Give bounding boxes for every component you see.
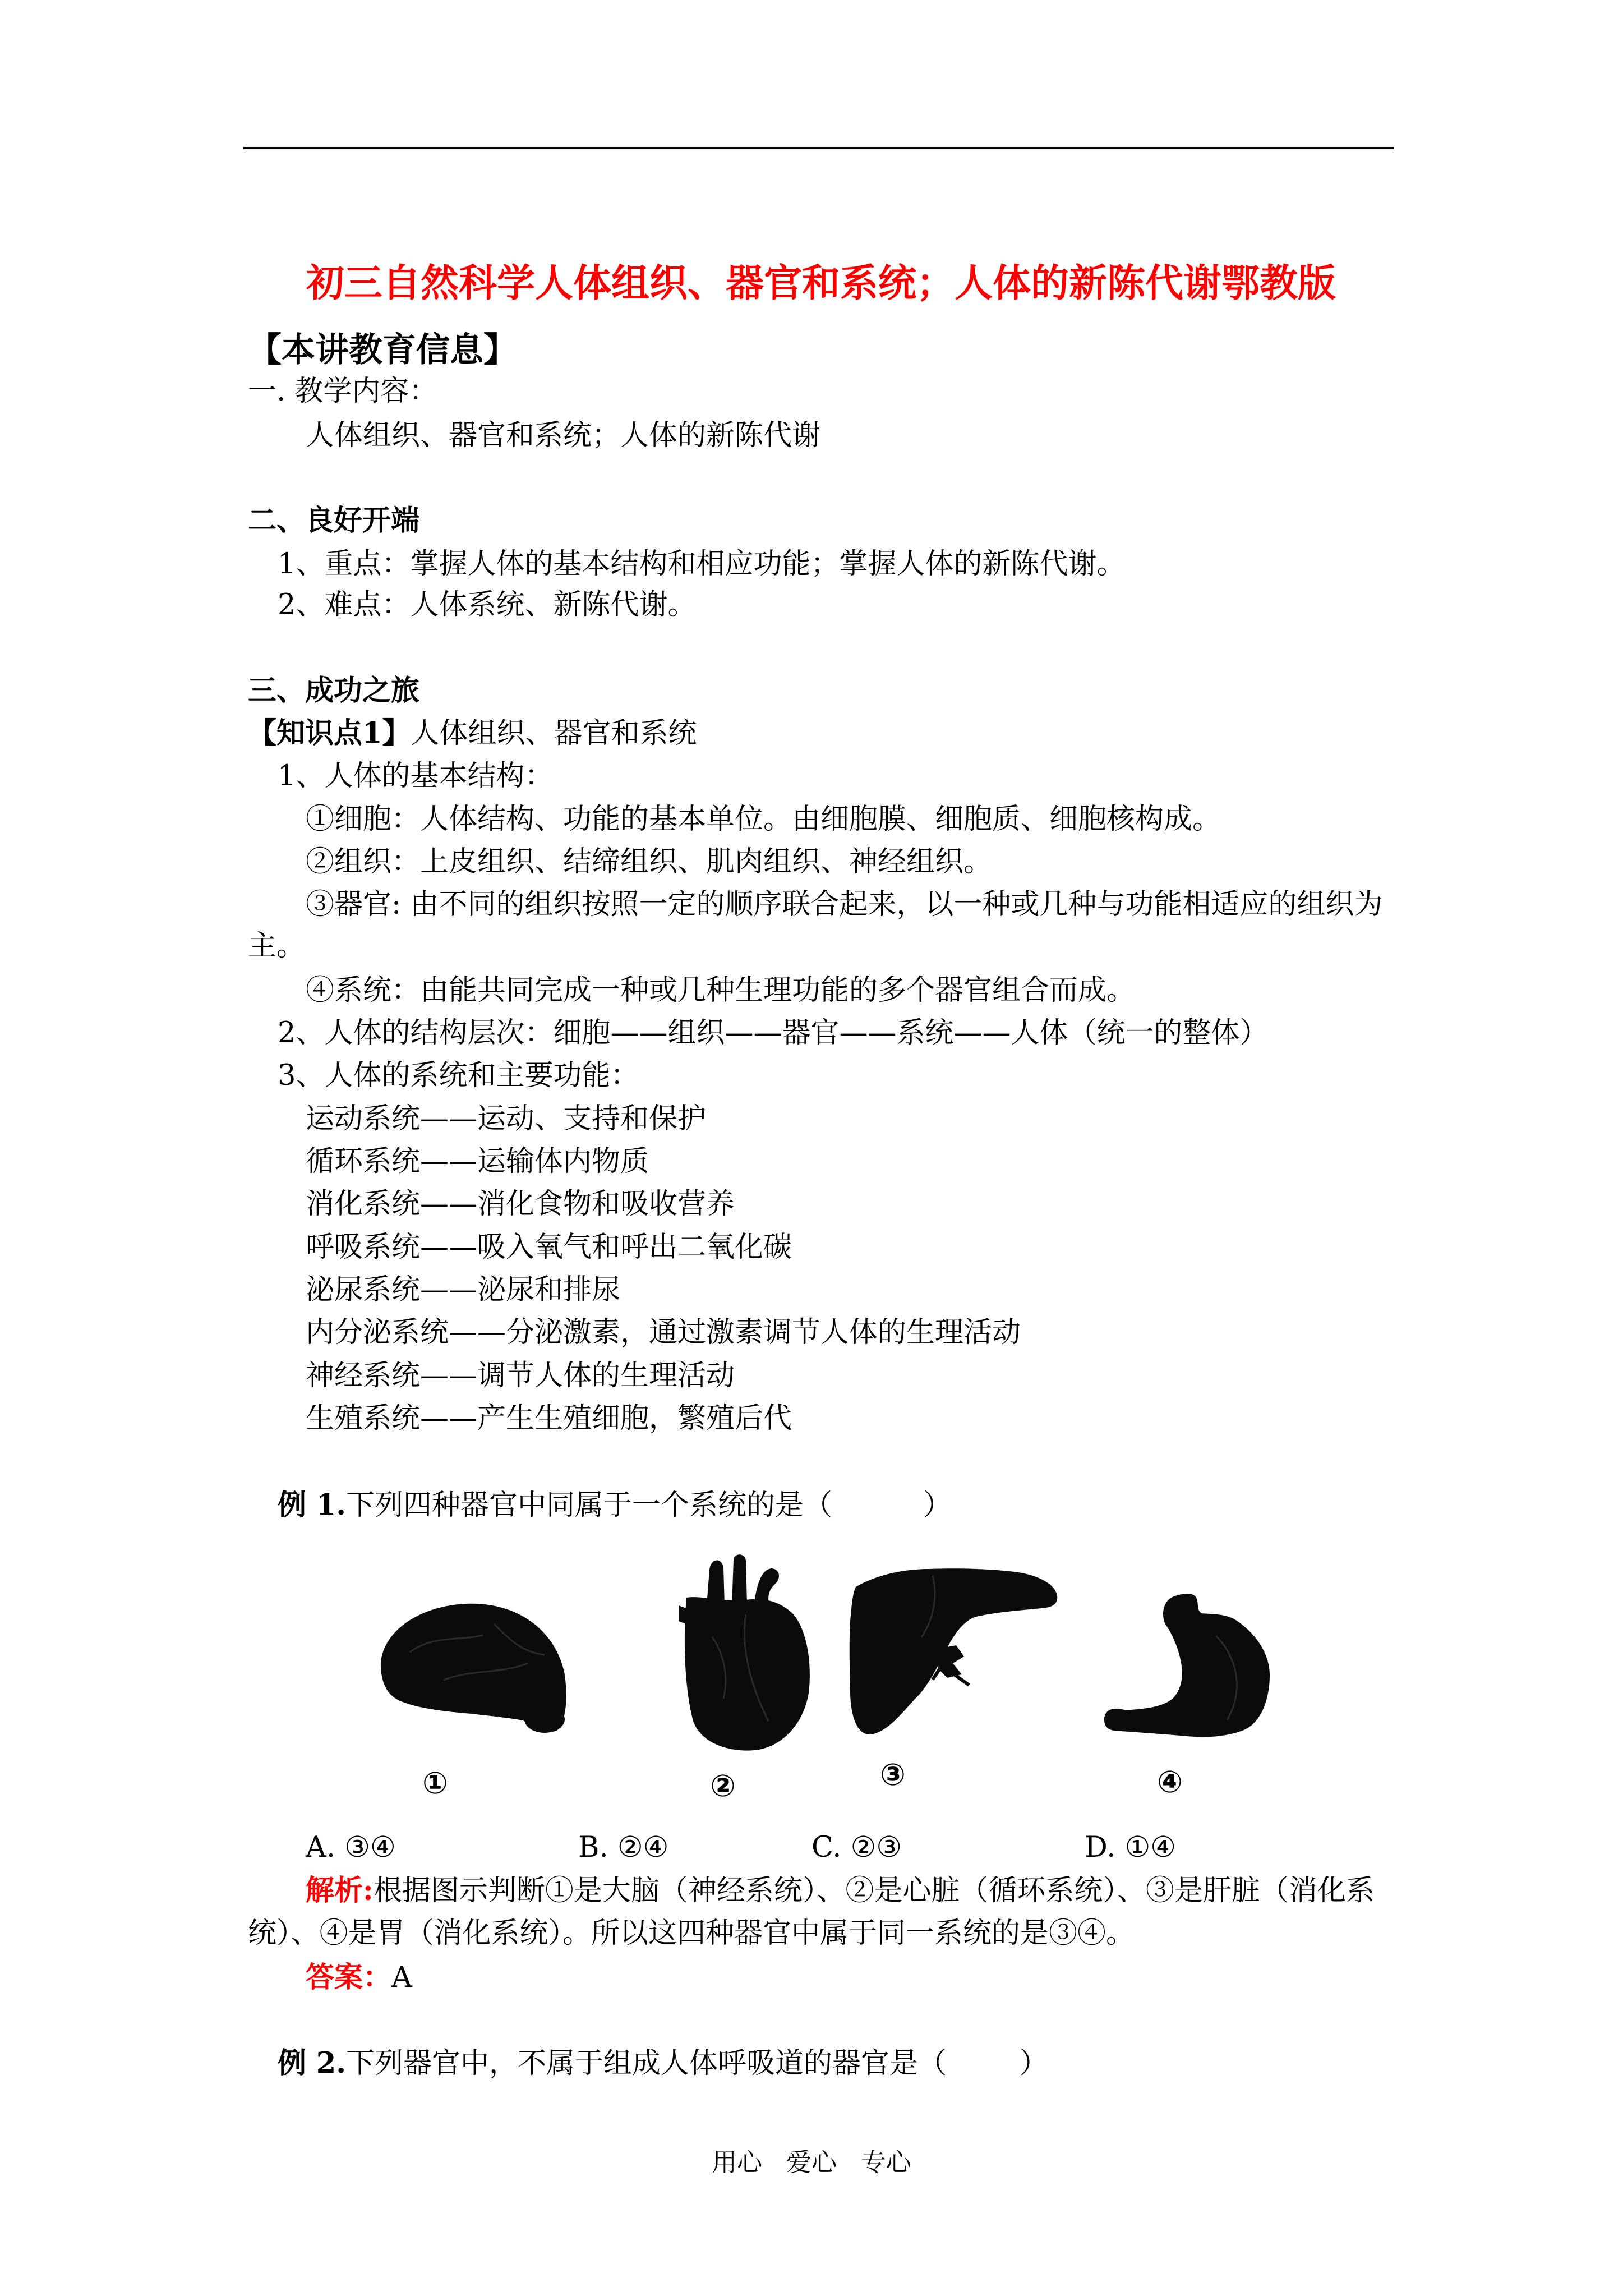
page-title: 初三自然科学人体组织、器官和系统；人体的新陈代谢鄂教版 <box>306 261 1336 306</box>
structure-levels: 2、人体的结构层次：细胞——组织——器官——系统——人体（统一的整体） <box>278 1016 1269 1050</box>
system-function-item: 呼吸系统——吸入氧气和呼出二氧化碳 <box>306 1231 792 1264</box>
brain-figure <box>376 1602 568 1734</box>
section3-heading: 三、成功之旅 <box>248 674 420 707</box>
organ-item-line-1: ③器官: 由不同的组织按照一定的顺序联合起来，以一种或几种与功能相适应的组织为 <box>306 888 1383 921</box>
info-heading: 【本讲教育信息】 <box>248 330 517 370</box>
header-rule <box>243 147 1394 149</box>
analysis-line-2: 统）、④是胃（消化系统）。所以这四种器官中属于同一系统的是③④。 <box>248 1917 1135 1950</box>
example2-question <box>278 2046 1048 2080</box>
system-function-item: 运动系统——运动、支持和保护 <box>306 1102 707 1135</box>
heart-icon <box>679 1553 811 1754</box>
cell-item: ①细胞：人体结构、功能的基本单位。由细胞膜、细胞质、细胞核构成。 <box>306 803 1221 836</box>
section1-heading: 一. 教学内容： <box>248 375 438 408</box>
section2-heading: 二、良好开端 <box>248 504 420 537</box>
option-a: A. ③④ <box>306 1831 396 1864</box>
example2-question-text: 下列器官中，不属于组成人体呼吸道的器官是（ ） <box>346 2047 1048 2080</box>
answer-value: A <box>391 1961 412 1994</box>
liver-figure <box>849 1565 1059 1738</box>
example2-label: 例 2. <box>278 2046 346 2080</box>
basic-structure-heading: 1、人体的基本结构： <box>278 760 554 793</box>
system-function-item: 消化系统——消化食物和吸收营养 <box>306 1188 735 1221</box>
liver-icon <box>849 1565 1059 1738</box>
knowledge-point-line <box>248 716 697 750</box>
tissue-item: ②组织：上皮组织、结缔组织、肌肉组织、神经组织。 <box>306 845 993 878</box>
section1-content: 人体组织、器官和系统；人体的新陈代谢 <box>306 419 821 452</box>
analysis-label: 解析: <box>306 1874 374 1907</box>
analysis-line-1 <box>306 1876 1375 1905</box>
option-b: B. ②④ <box>578 1831 669 1864</box>
system-function-item: 循环系统——运输体内物质 <box>306 1145 649 1178</box>
example1-label: 例 1. <box>278 1488 346 1522</box>
knowledge-point-label: 【知识点1】 <box>248 716 411 750</box>
brain-icon <box>376 1602 568 1734</box>
heart-figure <box>679 1553 811 1754</box>
key-point-item: 1、重点：掌握人体的基本结构和相应功能；掌握人体的新陈代谢。 <box>278 547 1126 581</box>
figure-label-4: ④ <box>1157 1764 1183 1800</box>
systems-heading: 3、人体的系统和主要功能： <box>278 1059 639 1092</box>
answer-label: 答案： <box>306 1961 392 1994</box>
organ-item-line-2: 主。 <box>248 930 306 963</box>
option-d: D. ①④ <box>1085 1831 1176 1864</box>
page-footer: 用心 爱心 专心 <box>712 2147 911 2177</box>
example1-question-text: 下列四种器官中同属于一个系统的是（ ） <box>346 1489 952 1522</box>
example1-question <box>278 1488 952 1522</box>
system-function-item: 内分泌系统——分泌激素，通过激素调节人体的生理活动 <box>306 1316 1021 1349</box>
figure-label-1: ① <box>422 1765 448 1801</box>
answer-line <box>306 1963 412 1992</box>
figure-label-3: ③ <box>880 1757 906 1792</box>
stomach-figure <box>1104 1591 1272 1738</box>
system-item: ④系统：由能共同完成一种或几种生理功能的多个器官组合而成。 <box>306 974 1136 1007</box>
figure-label-2: ② <box>710 1768 736 1803</box>
system-function-item: 泌尿系统——泌尿和排尿 <box>306 1273 621 1306</box>
analysis-text-1: 根据图示判断①是大脑（神经系统）、②是心脏（循环系统）、③是肝脏（消化系 <box>373 1874 1375 1907</box>
option-c: C. ②③ <box>811 1831 902 1864</box>
difficult-point-item: 2、难点：人体系统、新陈代谢。 <box>278 588 697 622</box>
stomach-icon <box>1104 1591 1272 1738</box>
system-function-item: 神经系统——调节人体的生理活动 <box>306 1359 735 1392</box>
knowledge-point-title: 人体组织、器官和系统 <box>411 717 697 750</box>
system-function-item: 生殖系统——产生生殖细胞，繁殖后代 <box>306 1402 792 1435</box>
